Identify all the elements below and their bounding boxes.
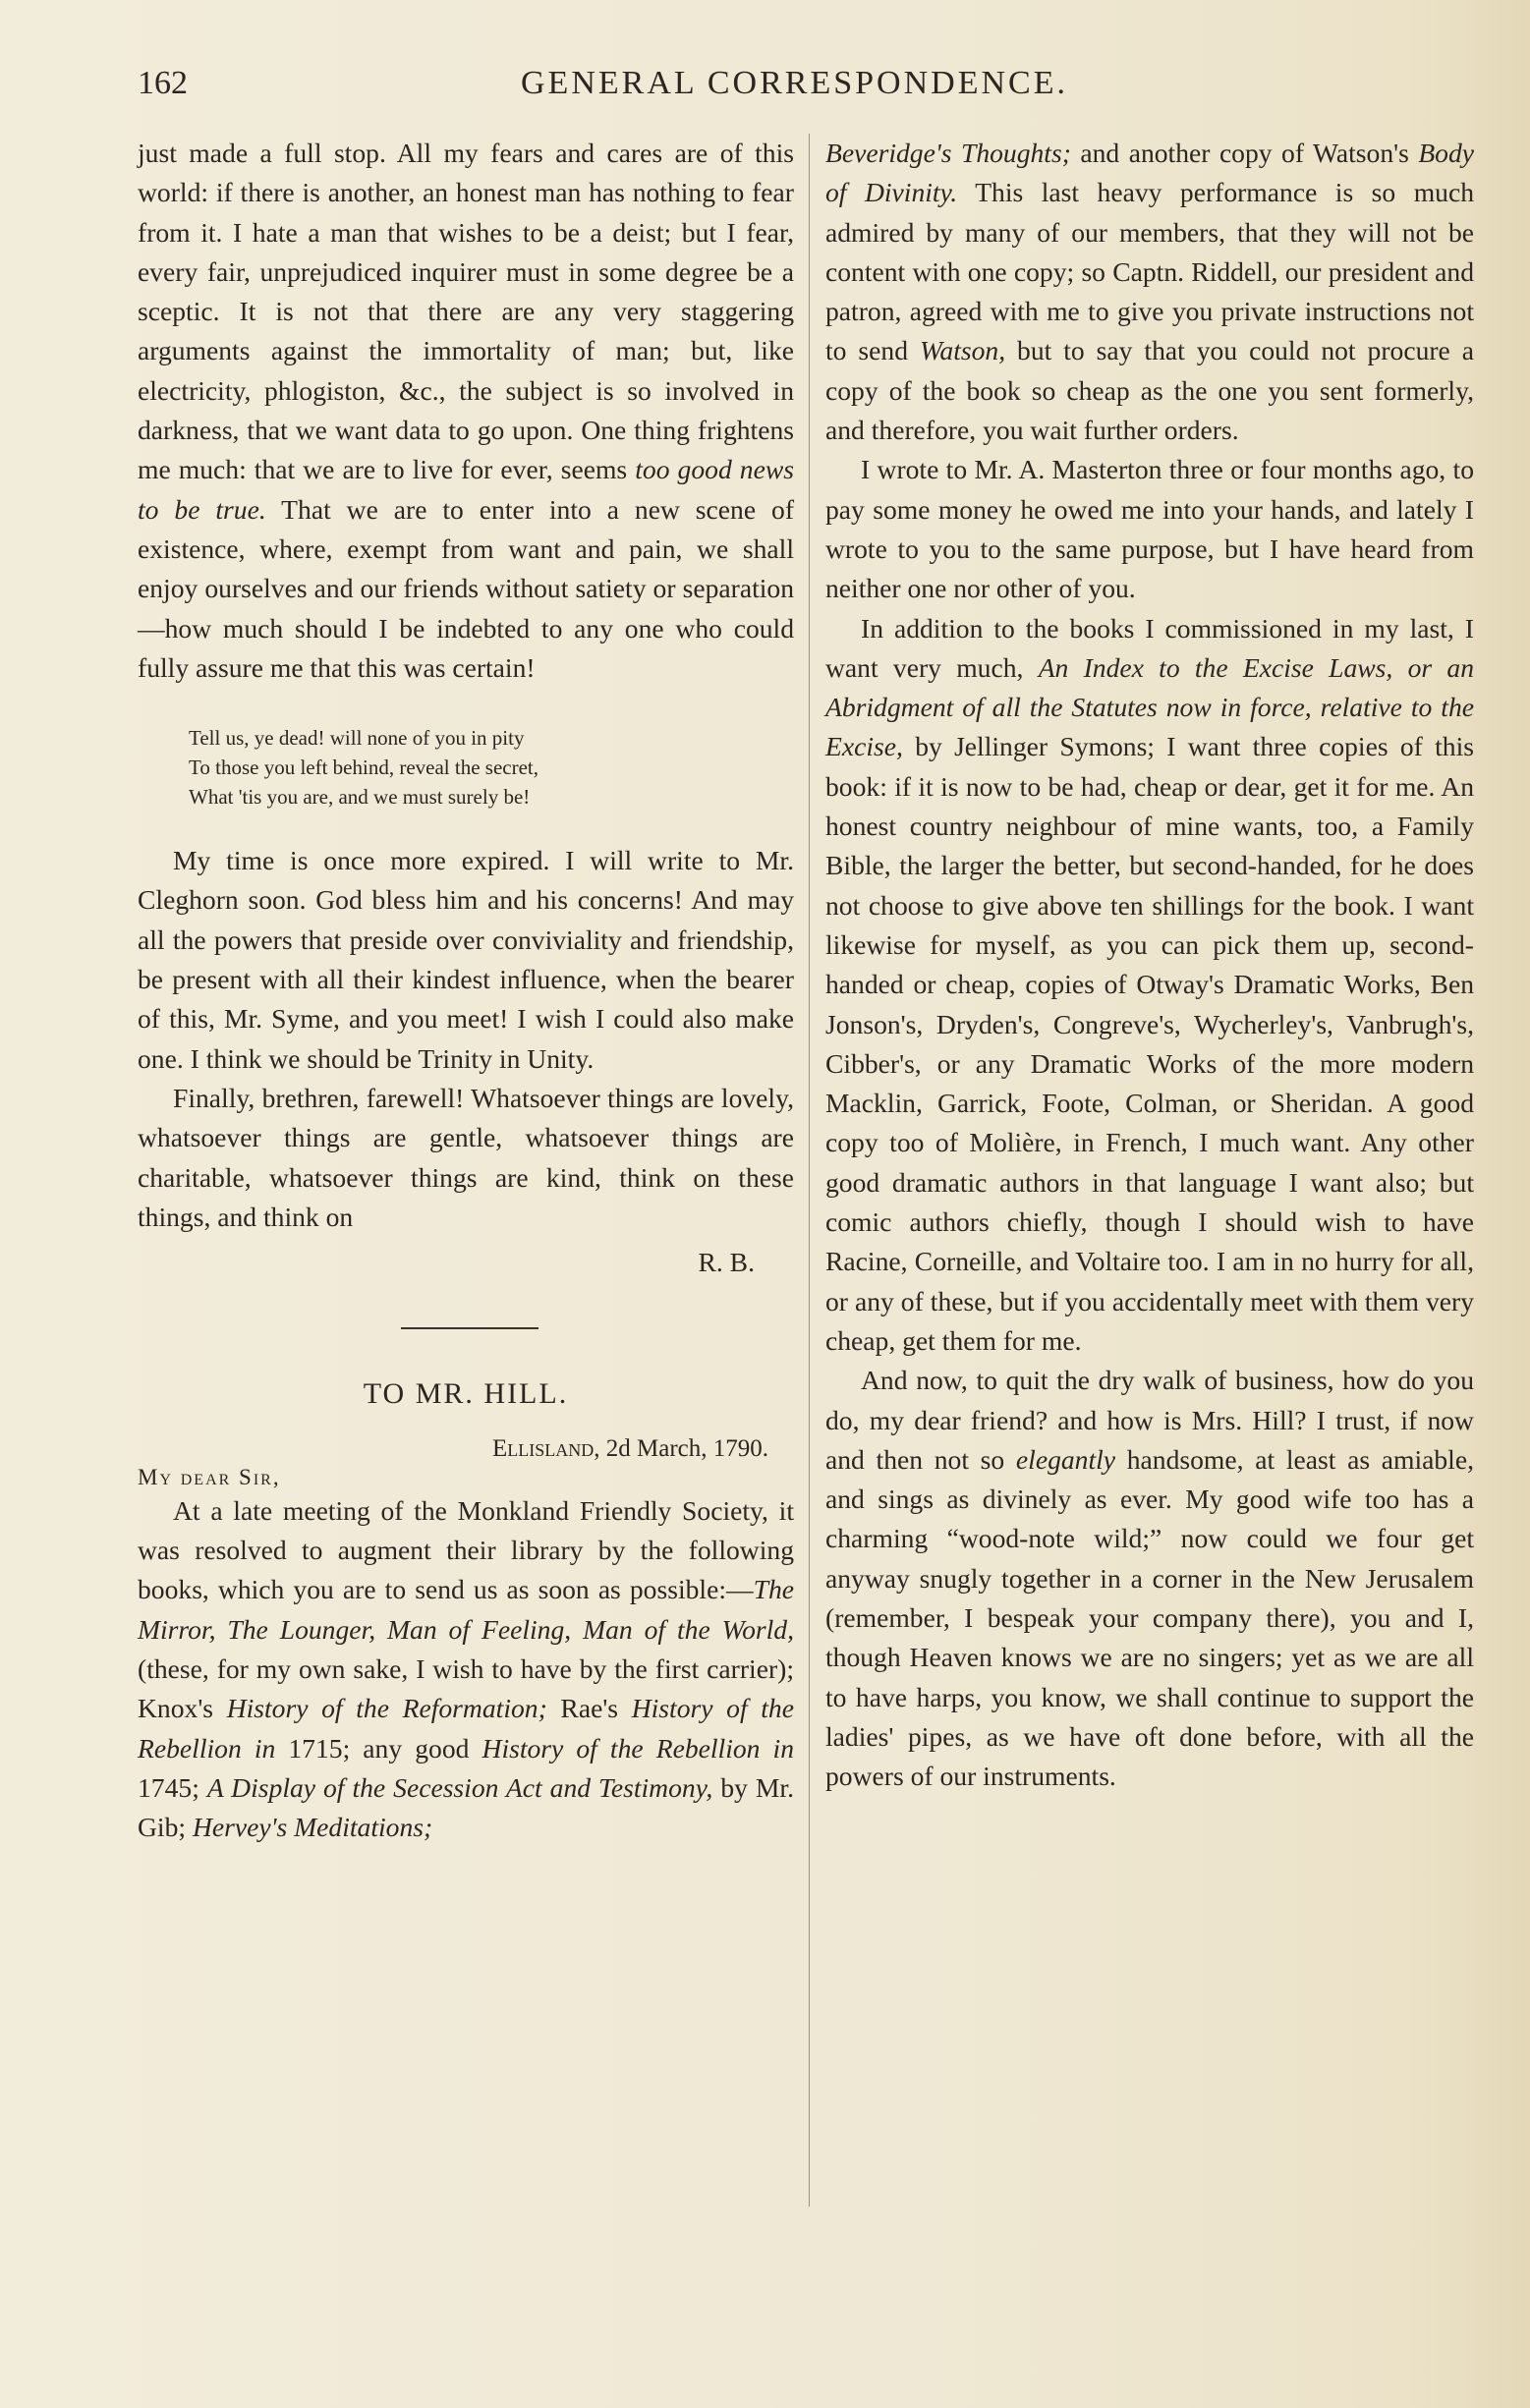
running-title: GENERAL CORRESPONDENCE. [521,65,1068,101]
left-column [138,134,794,1847]
dateline: Ellisland, 2d March, 1790. [491,1434,768,1462]
paragraph: My time is once more expired. I will write to Mr. Cleghorn soon. God bless him and his concerns! And may all the powers that preside over conviviality and friendship, be present with all their kindest influence, when the bearer of this, Mr. Syme, and you meet! I wish I could also make one. I think we should be Trinity in Unity. [138,845,794,1074]
paragraph: I wrote to Mr. A. Masterton three or four months ago, to pay some money he owed me into your hands, and lately I wrote to you to the same purpose, but I have heard from neither one nor other of you. [825,454,1474,604]
letter-heading: TO MR. HILL. [363,1377,569,1411]
paragraph: Beveridge's Thoughts; and another copy of Watson's Body of Divinity. This last heavy performance is so much admired by many of our members, that they will not be content with one copy; so Captn. Riddell, our president and patron, agreed with me to give you private instructions not to send Watson, but to say that you could not procure a copy of the book so cheap as the one you sent formerly, and therefore, you wait further orders. [825,138,1475,446]
paragraph: And now, to quit the dry walk of business, how do you do, my dear friend? and how is Mrs. Hill? I trust, if now and then not so elegantly handsome, at least as amiable, and sings as divinely as ever. My good wife too has a charming “wood-note wild;” now could we four get anyway snugly together in a corner in the New Jerusalem (remember, I bespeak your company there), you and I, though Heaven knows we are no singers; yet as we are all to have harps, you know, we shall continue to support the ladies' pipes, as we have oft done before, with all the powers of our instruments. [825,1365,1474,1792]
verse-quote [189,723,794,812]
paragraph: Finally, brethren, farewell! Whatsoever things are lovely, whatsoever things are gentle, whatsoever things are charitable, whatsoever things are kind, think on these things, and think on [138,1082,794,1232]
signature: R. B. [698,1247,755,1278]
column-rule [809,134,810,2207]
page-number: 162 [138,65,188,101]
verse-line: Tell us, ye dead! will none of you in pity [189,726,525,751]
page-header [138,65,1140,114]
salutation: My dear Sir, [138,1464,281,1489]
paragraph: In addition to the books I commissioned in my last, I want very much, An Index to the Excise Laws, or an Abridgment of all the Statutes now in force, relative to the Excise, by Jellinger Symons; I want three copies of this book: if it is now to be had, cheap or dear, get it for me. An honest country neighbour of mine wants, too, a Family Bible, the larger the better, but second-handed, for he does not choose to give above ten shillings for the book. I want likewise for myself, as you can pick them up, second-handed or cheap, copies of Otway's Dramatic Works, Ben Jonson's, Dryden's, Congreve's, Wycherley's, Vanbrugh's, Cibber's, or any Dramatic Works of the more modern Macklin, Garrick, Foote, Colman, or Sheridan. A good copy too of Molière, in French, I much want. Any other good dramatic authors in that language I want also; but comic authors chiefly, though I should wish to have Racine, Corneille, and Voltaire too. I am in no hurry for all, or any of these, but if you accidentally meet with them very cheap, get them for me. [825,612,1474,1356]
paragraph: just made a full stop. All my fears and cares are of this world: if there is another, an honest man has nothing to fear from it. I hate a man that wishes to be a deist; but I fear, every fair, unprejudiced inquirer must in some degree be a sceptic. It is not that there are any very staggering arguments against the immortality of man; but, like electricity, phlogiston, &c., the subject is so involved in darkness, that we want data to go upon. One thing frightens me much: that we are to live for ever, seems too good news to be true. That we are to enter into a new scene of existence, where, exempt from want and pain, we shall enjoy ourselves and our friends without satiety or separation—how much should I be indebted to any one who could fully assure me that this was certain! [138,138,795,683]
verse-line: To those you left behind, reveal the secret, [189,756,538,780]
section-divider [401,1327,538,1329]
verse-line: What 'tis you are, and we must surely be! [189,785,531,810]
right-column [825,134,1474,1796]
paragraph: At a late meeting of the Monkland Friendly Society, it was resolved to augment their library by the following books, which you are to send us as soon as possible:—The Mirror, The Lounger, Man of Feeling, Man of the World, (these, for my own sake, I wish to have by the first carrier); Knox's History of the Reformation; Rae's History of the Rebellion in 1715; any good History of the Rebellion in 1745; A Display of the Secession Act and Testimony, by Mr. Gib; Hervey's Meditations; [138,1494,794,1843]
